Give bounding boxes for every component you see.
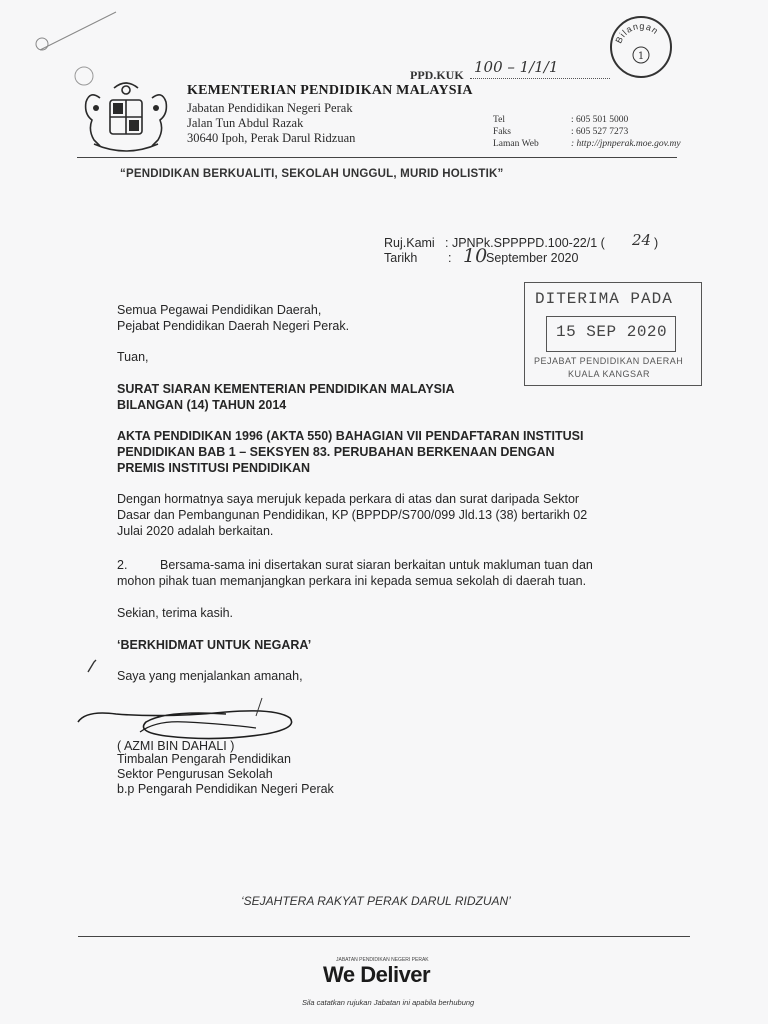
closing-line: Sekian, terima kasih. [117, 606, 234, 620]
subject-1-line-1: SURAT SIARAN KEMENTERIAN PENDIDIKAN MALAYSIA [117, 382, 455, 396]
subject-2-line-1: AKTA PENDIDIKAN 1996 (AKTA 550) BAHAGIAN VII PENDAFTARAN INSTITUSI [117, 429, 584, 443]
coat-of-arms-icon [80, 78, 172, 158]
we-deliver-logo: We Deliver [323, 962, 431, 987]
reference-value: : JPNPk.SPPPPD.100-22/1 ( [445, 236, 605, 250]
street-address: Jalan Tun Abdul Razak [187, 116, 304, 130]
paragraph-2-number: 2. [117, 558, 128, 572]
subject-2-line-3: PREMIS INSTITUSI PENDIDIKAN [117, 461, 311, 475]
date-label: Tarikh [384, 251, 418, 265]
received-stamp-date: 15 SEP 2020 [556, 323, 668, 341]
subject-1-line-2: BILANGAN (14) TAHUN 2014 [117, 398, 287, 412]
file-reference-dotted-line [470, 78, 610, 79]
svg-text:Bilangan: Bilangan [613, 20, 661, 45]
header-divider [77, 157, 677, 158]
received-stamp-title: DITERIMA PADA [535, 290, 673, 308]
recipient-line-2: Pejabat Pendidikan Daerah Negeri Perak. [117, 319, 350, 333]
department-name: Jabatan Pendidikan Negeri Perak [187, 101, 353, 115]
fax-value: : 605 527 7273 [571, 127, 629, 137]
tel-label: Tel [493, 115, 505, 125]
date-value: September 2020 [486, 251, 579, 265]
signatory-title-2: Sektor Pengurusan Sekolah [117, 767, 273, 781]
paragraph-1-line-1: Dengan hormatnya saya merujuk kepada perkara di atas dan surat daripada Sektor [117, 492, 580, 506]
reference-handwritten-number: 24 [632, 231, 652, 249]
fax-label: Faks [493, 127, 511, 137]
handwritten-tick [84, 656, 104, 676]
reference-label: Ruj.Kami [384, 236, 435, 250]
ministry-motto: “PENDIDIKAN BERKUALITI, SEKOLAH UNGGUL, MURID HOLISTIK” [120, 168, 504, 180]
state-slogan: ‘SEJAHTERA RAKYAT PERAK DARUL RIDZUAN’ [241, 894, 511, 908]
paragraph-1-line-2: Dasar dan Pembangunan Pendidikan, KP (BPPDP/S700/099 Jld.13 (38) bertarikh 02 [117, 508, 588, 522]
received-stamp-office: PEJABAT PENDIDIKAN DAERAH [534, 356, 684, 366]
svg-text:1: 1 [637, 51, 645, 62]
signatory-name: ( AZMI BIN DAHALI ) [117, 739, 235, 753]
recipient-line-1: Semua Pegawai Pendidikan Daerah, [117, 303, 322, 317]
service-motto: ‘BERKHIDMAT UNTUK NEGARA’ [117, 638, 312, 652]
trust-line: Saya yang menjalankan amanah, [117, 669, 303, 683]
salutation: Tuan, [117, 350, 149, 364]
we-deliver-logo-caption: JABATAN PENDIDIKAN NEGERI PERAK [336, 957, 429, 963]
subject-2-line-2: PENDIDIKAN BAB 1 – SEKSYEN 83. PERUBAHAN BERKENAAN DENGAN [117, 445, 555, 459]
file-reference-label: PPD.KUK [410, 68, 464, 82]
date-handwritten-day: 10 [463, 245, 488, 267]
tel-value: : 605 501 5000 [571, 115, 629, 125]
city-address: 30640 Ipoh, Perak Darul Ridzuan [187, 131, 356, 145]
footer-divider [78, 936, 690, 937]
received-stamp-town: KUALA KANGSAR [568, 369, 651, 379]
ministry-name: KEMENTERIAN PENDIDIKAN MALAYSIA [187, 83, 473, 98]
website-label: Laman Web [493, 139, 539, 149]
signatory-title-1: Timbalan Pengarah Pendidikan [117, 752, 291, 766]
signatory-title-3: b.p Pengarah Pendidikan Negeri Perak [117, 782, 334, 796]
file-reference-handwritten: 100 – 1/1/1 [474, 58, 559, 76]
paragraph-1-line-3: Julai 2020 adalah berkaitan. [117, 524, 274, 538]
bilangan-stamp-text [610, 16, 672, 78]
reference-close-paren: ) [654, 236, 659, 250]
paragraph-2-line-1: Bersama-sama ini disertakan surat siaran berkaitan untuk makluman tuan dan [160, 558, 593, 572]
paragraph-2-line-2: mohon pihak tuan memanjangkan perkara ini kepada semua sekolah di daerah tuan. [117, 574, 587, 588]
website-link[interactable]: : http://jpnperak.moe.gov.my [571, 139, 681, 149]
date-colon: : [448, 251, 452, 265]
reference-footnote: Sila catatkan rujukan Jabatan ini apabila berhubung [302, 998, 475, 1007]
